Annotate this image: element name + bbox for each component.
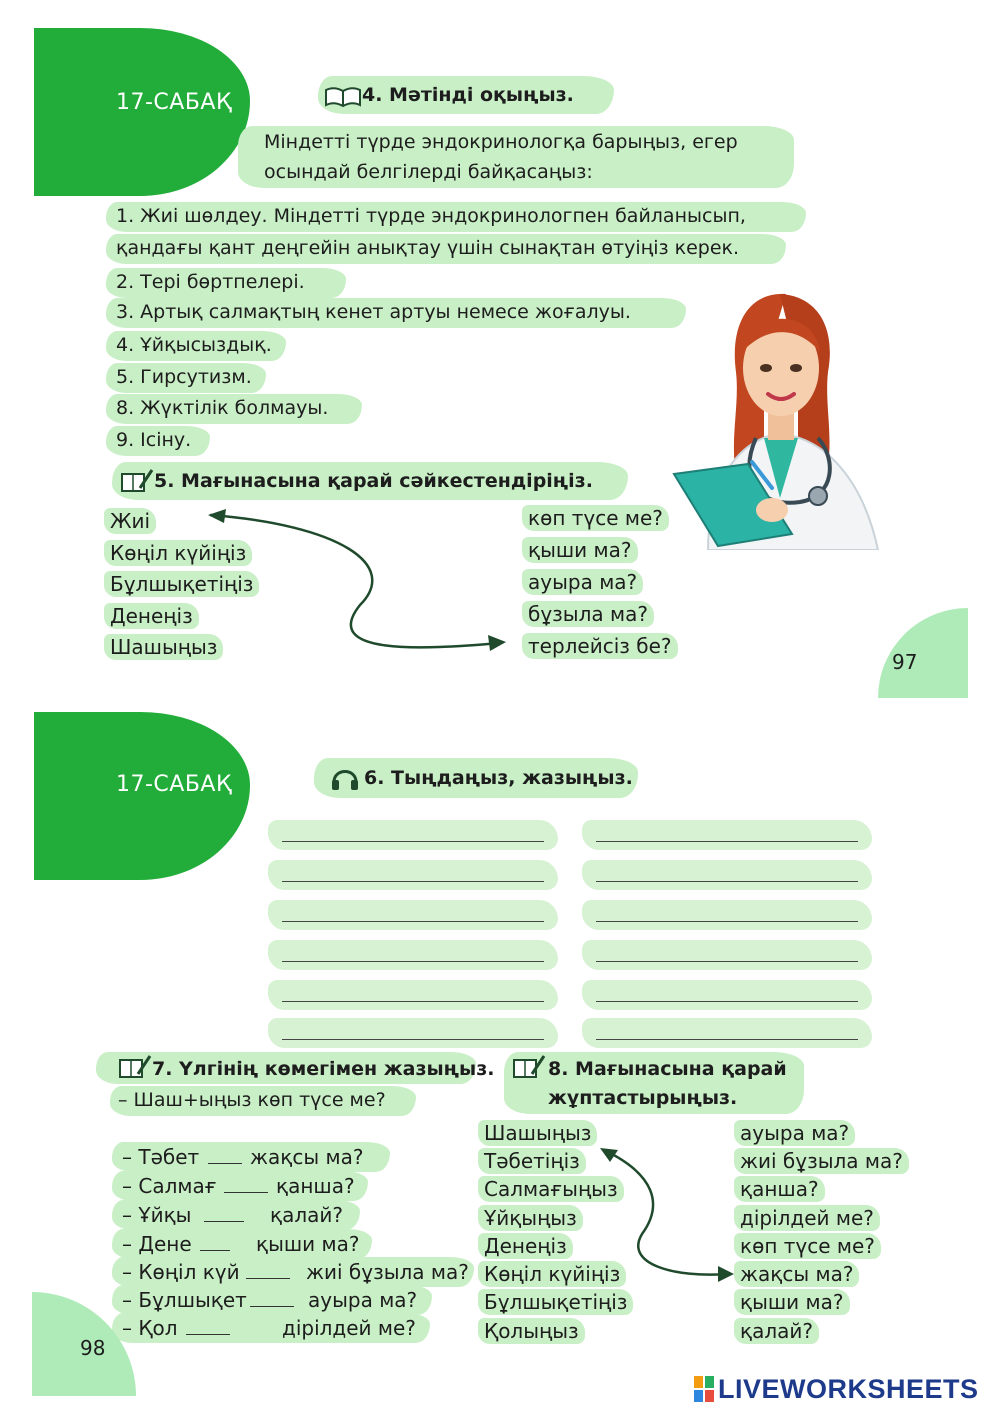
notebook-pencil-icon bbox=[512, 1054, 546, 1084]
answer-line[interactable] bbox=[582, 1018, 872, 1048]
task7-item-3-end: қалай? bbox=[270, 1203, 343, 1227]
task7-item-4-stem: – Дене bbox=[122, 1232, 192, 1256]
task5-right-4[interactable]: бұзыла ма? bbox=[522, 601, 654, 627]
task8-right-3[interactable]: қанша? bbox=[734, 1176, 825, 1202]
task7-item-7-end: дірілдей ме? bbox=[282, 1316, 416, 1340]
page-number-97: 97 bbox=[892, 650, 918, 674]
task7-item-4-end: қыши ма? bbox=[256, 1232, 360, 1256]
answer-line[interactable] bbox=[582, 980, 872, 1010]
lesson-label-98: 17-САБАҚ bbox=[116, 772, 233, 797]
lesson-label-97: 17-САБАҚ bbox=[116, 90, 233, 115]
task7-item-5-end: жиі бұзыла ма? bbox=[306, 1260, 469, 1284]
task8-title-line-1: 8. Мағынасына қарай bbox=[548, 1058, 787, 1080]
task4-intro-line-1: Міндетті түрде эндокринологқа барыңыз, егер bbox=[264, 131, 738, 153]
task7-item-6-blank[interactable] bbox=[250, 1306, 294, 1307]
task8-left-2[interactable]: Тәбетіңіз bbox=[478, 1148, 586, 1174]
answer-line[interactable] bbox=[268, 1018, 558, 1048]
task4-intro-line-2: осындай белгілерді байқасаңыз: bbox=[264, 161, 593, 183]
doctor-illustration bbox=[668, 288, 888, 554]
task4-line-1: 1. Жиі шөлдеу. Міндетті түрде эндокринологпен байланысып, bbox=[116, 205, 746, 227]
task7-item-6-end: ауыра ма? bbox=[308, 1288, 418, 1312]
task4-line-5: 4. Ұйқысыздық. bbox=[116, 334, 272, 356]
task8-left-1[interactable]: Шашыңыз bbox=[478, 1120, 597, 1146]
task4-line-4: 3. Артық салмақтың кенет артуы немесе жоғалуы. bbox=[116, 301, 631, 323]
task8-right-4[interactable]: дірілдей ме? bbox=[734, 1205, 880, 1231]
task8-left-6[interactable]: Көңіл күйіңіз bbox=[478, 1261, 626, 1287]
task7-item-1-blank[interactable] bbox=[208, 1163, 242, 1164]
task7-item-2-stem: – Салмағ bbox=[122, 1174, 217, 1198]
task7-item-7-blank[interactable] bbox=[186, 1334, 230, 1335]
answer-line[interactable] bbox=[582, 900, 872, 930]
task8-left-4[interactable]: Ұйқыңыз bbox=[478, 1205, 583, 1231]
task7-item-5-stem: – Көңіл күй bbox=[122, 1260, 240, 1284]
headphones-icon bbox=[330, 764, 360, 796]
book-icon bbox=[324, 84, 362, 112]
task7-item-2-end: қанша? bbox=[276, 1174, 355, 1198]
task4-line-7: 8. Жүктілік болмауы. bbox=[116, 397, 329, 419]
task7-item-2-blank[interactable] bbox=[224, 1192, 268, 1193]
answer-line[interactable] bbox=[268, 860, 558, 890]
task5-right-3[interactable]: ауыра ма? bbox=[522, 569, 643, 595]
answer-line[interactable] bbox=[268, 940, 558, 970]
watermark-text: LIVEWORKSHEETS bbox=[718, 1374, 979, 1404]
task8-right-6[interactable]: жақсы ма? bbox=[734, 1261, 859, 1287]
task5-left-5[interactable]: Шашыңыз bbox=[104, 634, 223, 660]
task5-left-1[interactable]: Жиі bbox=[104, 508, 156, 534]
task8-example-arrow bbox=[594, 1144, 744, 1288]
task8-right-8[interactable]: қалай? bbox=[734, 1318, 819, 1344]
notebook-pencil-icon bbox=[120, 468, 154, 498]
task5-left-4[interactable]: Денеңіз bbox=[104, 603, 199, 629]
task7-item-3-blank[interactable] bbox=[204, 1221, 244, 1222]
task7-item-1-end: жақсы ма? bbox=[250, 1145, 364, 1169]
task7-item-6-stem: – Бұлшықет bbox=[122, 1288, 247, 1312]
task6-title: 6. Тыңдаңыз, жазыңыз. bbox=[364, 767, 633, 789]
answer-line[interactable] bbox=[582, 940, 872, 970]
task4-line-2: қандағы қант деңгейін анықтау үшін сынақтан өтуіңіз керек. bbox=[116, 237, 740, 259]
notebook-pencil-icon bbox=[118, 1054, 152, 1084]
task5-title: 5. Мағынасына қарай сәйкестендіріңіз. bbox=[154, 470, 593, 492]
task4-line-3: 2. Тері бөртпелері. bbox=[116, 271, 305, 293]
task5-right-2[interactable]: қыши ма? bbox=[522, 537, 638, 563]
liveworksheets-logo-icon bbox=[694, 1376, 714, 1406]
task8-left-8[interactable]: Қолыңыз bbox=[478, 1318, 585, 1344]
answer-line[interactable] bbox=[268, 900, 558, 930]
answer-line[interactable] bbox=[268, 820, 558, 850]
task8-title-line-2: жұптастырыңыз. bbox=[548, 1087, 738, 1109]
task8-left-5[interactable]: Денеңіз bbox=[478, 1233, 573, 1259]
task7-item-1-stem: – Тәбет bbox=[122, 1145, 200, 1169]
task5-example-arrow bbox=[200, 505, 520, 669]
task4-title: 4. Мәтінді оқыңыз. bbox=[362, 84, 574, 106]
task7-item-7-stem: – Қол bbox=[122, 1316, 178, 1340]
task8-right-7[interactable]: қыши ма? bbox=[734, 1289, 850, 1315]
task5-right-5[interactable]: терлейсіз бе? bbox=[522, 633, 678, 659]
task7-item-3-stem: – Ұйқы bbox=[122, 1203, 192, 1227]
task8-right-5[interactable]: көп түсе ме? bbox=[734, 1233, 881, 1259]
task5-left-3[interactable]: Бұлшықетіңіз bbox=[104, 571, 259, 597]
task4-line-6: 5. Гирсутизм. bbox=[116, 366, 252, 388]
page-number-98: 98 bbox=[80, 1336, 106, 1360]
answer-line[interactable] bbox=[582, 820, 872, 850]
task4-line-8: 9. Ісіну. bbox=[116, 429, 192, 451]
answer-line[interactable] bbox=[268, 980, 558, 1010]
task7-item-4-blank[interactable] bbox=[200, 1250, 230, 1251]
task8-right-1[interactable]: ауыра ма? bbox=[734, 1120, 855, 1146]
answer-line[interactable] bbox=[582, 860, 872, 890]
task7-item-5-blank[interactable] bbox=[246, 1278, 290, 1279]
task7-example: – Шаш+ыңыз көп түсе ме? bbox=[118, 1089, 386, 1111]
task8-left-3[interactable]: Салмағыңыз bbox=[478, 1176, 624, 1202]
task8-left-7[interactable]: Бұлшықетіңіз bbox=[478, 1289, 633, 1315]
task5-left-2[interactable]: Көңіл күйіңіз bbox=[104, 540, 252, 566]
task7-title: 7. Үлгінің көмегімен жазыңыз. bbox=[152, 1058, 495, 1080]
task8-right-2[interactable]: жиі бұзыла ма? bbox=[734, 1148, 909, 1174]
task5-right-1[interactable]: көп түсе ме? bbox=[522, 505, 669, 531]
